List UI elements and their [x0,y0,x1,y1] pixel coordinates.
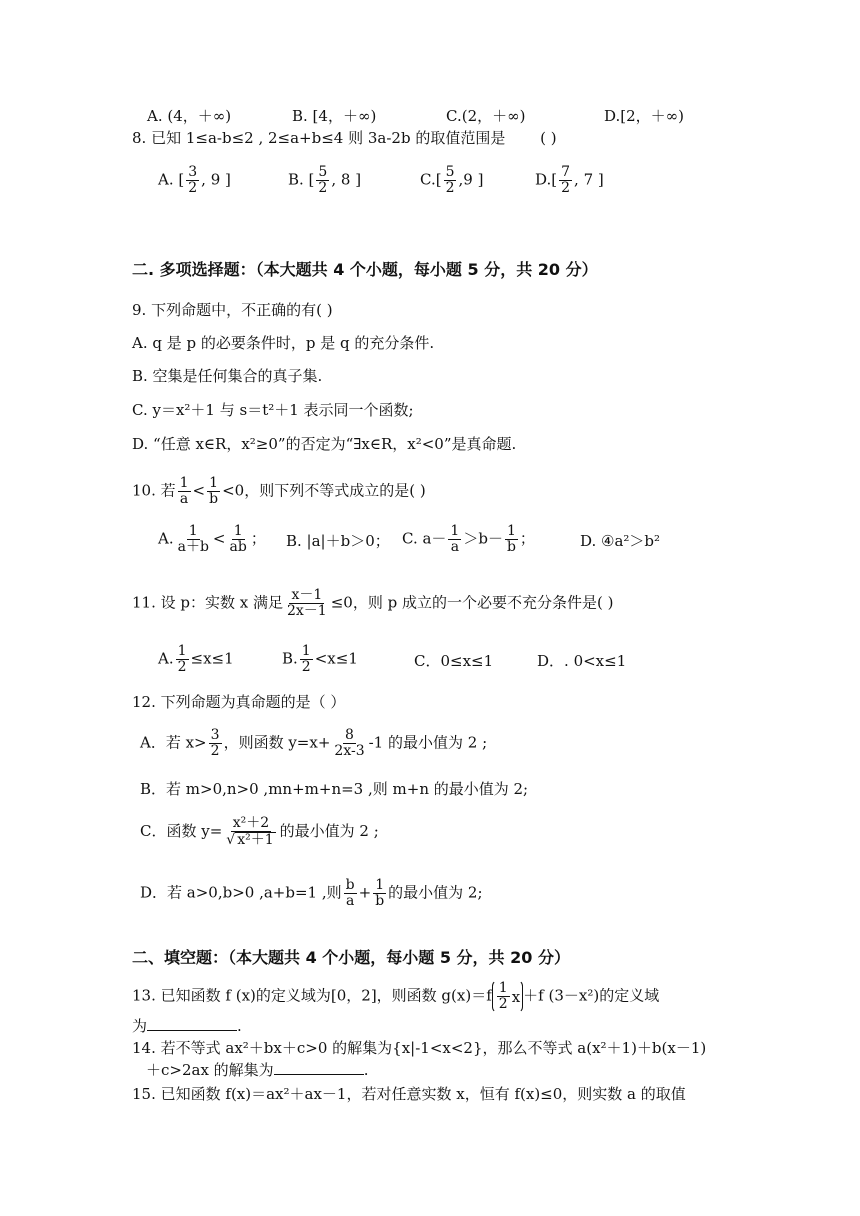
q13-line-2 [132,1016,242,1036]
q10-c-den-2: b [506,539,516,555]
q8-b-pre: B. [ [288,170,315,189]
q13-line-1 [132,980,659,1013]
q12-c-frac [224,816,277,848]
section-multi-choice-title: 二. 多项选择题：（本大题共 4 个小题，每小题 5 分，共 20 分） [132,260,598,279]
q8-b-frac [316,165,329,196]
q10-f2-num: 1 [209,475,219,491]
q10-a-num-1: 1 [188,523,198,539]
q9-option-a: A. q 是 p 的必要条件时，p 是 q 的充分条件. [132,334,435,352]
q10-pre: 10. 若 [132,481,176,500]
q12-a-den-2: 2x-3 [334,743,365,759]
q12-d-frac-1 [344,878,357,909]
q12-d-num-2: 1 [375,877,385,893]
q8-option-b [288,165,361,196]
q10-c-pre: C. a－ [402,529,447,548]
q13-inner-den: 2 [498,996,508,1012]
q8-b-den: 2 [318,180,328,196]
q11-b-pre: B. [282,649,298,668]
q11-a-frac [176,644,189,675]
q8-option-c [420,165,483,196]
q12-d-pre: D．若 a>0,b>0 ,a+b=1 ,则 [140,883,342,902]
q12-stem: 12. 下列命题为真命题的是（ ） [132,693,346,711]
q8-a-num: 3 [188,164,198,180]
q8-stem [132,128,557,148]
q10-a-num-2: 1 [233,523,243,539]
q11-stem [132,588,613,619]
q10-c-den-1: a [450,539,460,555]
q10-a-frac-1 [176,524,211,555]
q12-a-pre: A．若 x> [140,733,207,752]
q12-c-den-radicand: x²＋1 [237,832,274,848]
q14-line-1: 14. 若不等式 ax²＋bx＋c>0 的解集为{x|-1<x<2}，那么不等式 a(x²＋1)＋b(x－1) [132,1039,707,1057]
q10-frac-2 [207,476,220,507]
q8-b-post: , 8 ] [331,170,362,189]
q10-f2-den: b [209,491,219,507]
q12-d-frac-2 [373,878,386,909]
q10-option-c [402,524,535,555]
q12-a-num-2: 8 [345,727,354,743]
q12-c-den [224,832,277,848]
q13-paren-group [492,980,523,1013]
q8-option-a [158,165,231,196]
q14-line2-post: . [363,1061,369,1079]
q8-c-frac [444,165,457,196]
q12-d-post: 的最小值为 2; [388,883,483,902]
q9-option-b: B. 空集是任何集合的真子集. [132,367,323,385]
q11-b-den: 2 [301,659,311,675]
q9-option-d: D. “任意 x∈R，x²≥0”的否定为“∃x∈R，x²<0”是真命题. [132,435,517,453]
q12-d-den-1: a [345,893,355,909]
q10-a-den-2: ab [229,539,247,555]
q14-line-2 [146,1060,368,1080]
q13-pre: 13. 已知函数 f (x)的定义域为[0，2]，则函数 g(x)＝f [132,986,492,1005]
q12-option-d [140,878,483,909]
q11-a-den: 2 [177,659,187,675]
q7-option-c: C.(2，＋∞) [446,107,526,125]
q13-inner-frac [497,981,510,1012]
q11-num: x－1 [291,587,323,603]
q10-post: <0，则下列不等式成立的是( ) [222,481,426,500]
q8-b-num: 5 [318,164,328,180]
q11-option-b [282,644,358,675]
q13-post: ＋f (3－x²)的定义域 [523,986,660,1005]
q11-option-a [158,644,234,675]
q8-a-pre: A. [ [158,170,185,189]
q12-option-a [140,728,487,759]
q8-stem-text: 8. 已知 1≤a-b≤2 , 2≤a+b≤4 则 3a-2b 的取值范围是 [132,129,506,147]
q12-d-plus: + [358,883,372,902]
q8-option-d [535,165,604,196]
q11-a-pre: A. [158,649,174,668]
q10-c-num-2: 1 [506,523,516,539]
q12-a-frac-2 [332,728,366,759]
q12-d-num-1: b [345,877,355,893]
q13-inner-x: x [511,987,521,1006]
q8-paren: ( ) [540,129,557,147]
q8-a-frac [186,165,199,196]
q11-post: ≤0，则 p 成立的一个必要不充分条件是( ) [330,593,614,612]
q10-c-post: ； [519,529,535,548]
q7-option-d: D.[2，＋∞) [604,107,685,125]
q10-option-d: D. ④a²＞b² [580,532,661,550]
q10-lt: < [192,481,206,500]
q12-option-b: B．若 m>0,n>0 ,mn+m+n=3 ,则 m+n 的最小值为 2; [140,780,529,798]
q10-a-pre: A. [158,529,174,548]
q10-c-frac-1 [448,524,461,555]
q7-option-a: A. (4，＋∞) [147,107,232,125]
q8-c-post: ,9 ] [458,170,484,189]
q8-d-num: 7 [561,164,571,180]
q8-a-post: , 9 ] [201,170,231,189]
q13-period: . [237,1017,242,1035]
q8-c-den: 2 [445,180,455,196]
q13-inner-num: 1 [498,980,508,996]
q10-a-lt: < [212,529,226,548]
q13-line2-text: 为 [132,1017,148,1035]
q11-b-frac [300,644,313,675]
q9-option-c: C. y＝x²＋1 与 s＝t²＋1 表示同一个函数; [132,401,414,419]
q10-f1-den: a [179,491,189,507]
q10-a-post: ； [250,529,266,548]
q8-c-pre: C.[ [420,170,442,189]
q10-a-frac-2 [228,524,249,555]
q12-a-frac-1 [209,728,222,759]
q15-line-1: 15. 已知函数 f(x)＝ax²＋ax－1，若对任意实数 x，恒有 f(x)≤0，则实数 a 的取值 [132,1085,686,1103]
q14-line2-pre: ＋c>2ax 的解集为 [146,1061,274,1079]
q8-c-num: 5 [445,164,455,180]
q8-d-post: , 7 ] [574,170,604,189]
q10-stem [132,476,426,507]
q12-c-num: x²＋2 [232,815,270,831]
section-fill-blank-title: 二、填空题：（本大题共 4 个小题，每小题 5 分，共 20 分） [132,948,570,967]
q8-d-pre: D.[ [535,170,558,189]
q10-c-num-1: 1 [450,523,460,539]
q11-a-post: ≤x≤1 [190,649,234,668]
q11-option-d: D．. 0<x≤1 [537,652,627,670]
q10-option-b: B. |a|＋b＞0； [286,532,390,550]
q9-stem: 9. 下列命题中，不正确的有( ) [132,301,333,319]
q7-option-b: B. [4，＋∞) [292,107,377,125]
q10-a-den-1: a＋b [177,539,209,555]
q11-den: 2x－1 [287,603,327,619]
q12-a-den-1: 2 [210,743,220,759]
q10-c-mid: ＞b－ [463,529,503,548]
q8-a-den: 2 [188,180,198,196]
q10-f1-num: 1 [179,475,189,491]
q12-d-den-2: b [375,893,385,909]
q11-b-num: 1 [301,643,311,659]
q12-a-num-1: 3 [210,727,220,743]
q12-option-c [140,816,379,848]
q8-d-den: 2 [561,180,571,196]
sqrt-symbol: √ [226,832,236,848]
q12-a-mid: ，则函数 y=x+ [223,733,331,752]
q12-c-post: 的最小值为 2 ; [279,822,379,840]
q10-c-frac-2 [505,524,518,555]
q11-option-c: C．0≤x≤1 [414,652,494,670]
q14-answer-blank[interactable] [274,1060,364,1075]
q10-option-a [158,524,266,555]
q13-answer-blank[interactable] [147,1016,237,1031]
q11-frac [285,588,329,619]
q11-b-post: <x≤1 [314,649,358,668]
q11-pre: 11. 设 p：实数 x 满足 [132,593,283,612]
q12-c-pre: C．函数 y= [140,822,223,840]
q10-frac-1 [178,476,191,507]
q12-a-post: -1 的最小值为 2 ; [368,733,488,752]
q8-d-frac [559,165,572,196]
q11-a-num: 1 [177,643,187,659]
